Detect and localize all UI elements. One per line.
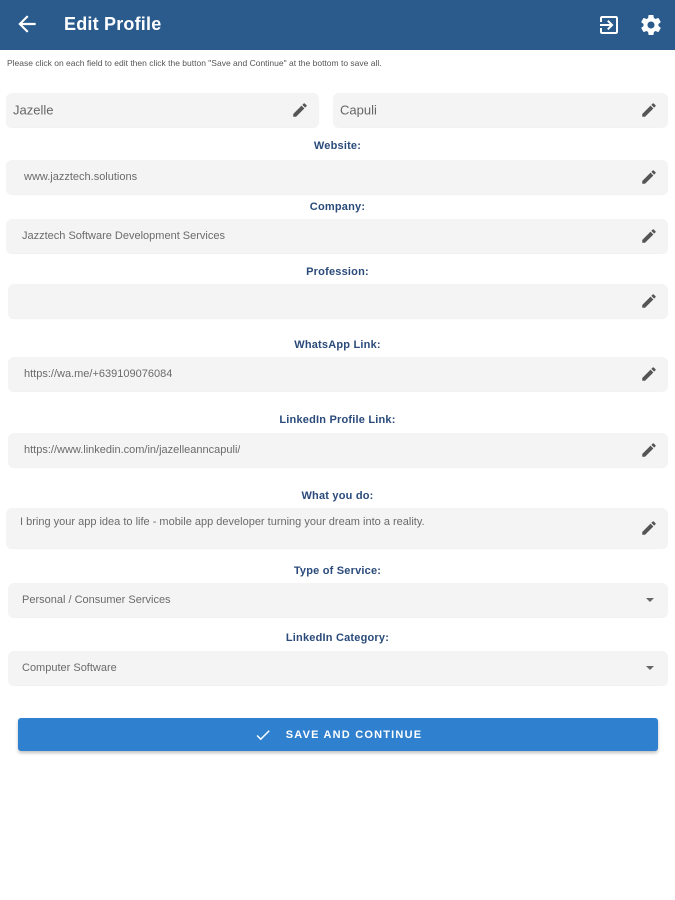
- company-value: Jazztech Software Development Services: [22, 230, 225, 242]
- company-label: Company:: [309, 201, 366, 213]
- pencil-icon[interactable]: [291, 101, 309, 119]
- arrow-left-icon[interactable]: [14, 11, 40, 37]
- service-type-value: Personal / Consumer Services: [22, 594, 171, 606]
- what-you-do-label: What you do:: [301, 490, 374, 502]
- save-and-continue-button[interactable]: [18, 718, 658, 751]
- first-name-value: Jazelle: [13, 102, 54, 118]
- last-name-value: Capuli: [340, 102, 377, 118]
- what-you-do-value: I bring your app idea to life - mobile app developer turning your dream into a reality.: [20, 516, 425, 528]
- linkedin-value: https://www.linkedin.com/in/jazelleanncapuli/: [24, 444, 241, 456]
- linkedin-category-label: LinkedIn Category:: [285, 632, 390, 644]
- logout-icon[interactable]: [597, 13, 621, 37]
- pencil-icon[interactable]: [640, 441, 658, 459]
- whatsapp-value: https://wa.me/+639109076084: [24, 368, 173, 380]
- company-field[interactable]: [6, 219, 668, 253]
- service-type-label: Type of Service:: [293, 565, 382, 577]
- pencil-icon[interactable]: [640, 101, 658, 119]
- app-bar: [0, 0, 675, 50]
- service-type-select[interactable]: [8, 583, 668, 617]
- last-name-field[interactable]: [333, 93, 668, 127]
- page-title: Edit Profile: [64, 14, 162, 34]
- check-icon: [254, 726, 272, 744]
- linkedin-field[interactable]: [8, 433, 668, 467]
- first-name-field[interactable]: [6, 93, 319, 127]
- website-field[interactable]: [6, 160, 668, 194]
- profession-field[interactable]: [8, 284, 668, 318]
- save-button-label: SAVE AND CONTINUE: [285, 728, 423, 741]
- caret-down-icon[interactable]: [646, 666, 654, 670]
- linkedin-category-value: Computer Software: [22, 662, 117, 674]
- website-label: Website:: [313, 140, 362, 152]
- pencil-icon[interactable]: [640, 168, 658, 186]
- whatsapp-label: WhatsApp Link:: [294, 339, 381, 351]
- pencil-icon[interactable]: [640, 519, 658, 537]
- website-value: www.jazztech.solutions: [24, 171, 138, 183]
- pencil-icon[interactable]: [640, 227, 658, 245]
- linkedin-label: LinkedIn Profile Link:: [279, 414, 396, 426]
- caret-down-icon[interactable]: [646, 598, 654, 602]
- linkedin-category-select[interactable]: [8, 651, 668, 685]
- pencil-icon[interactable]: [640, 292, 658, 310]
- gear-icon[interactable]: [639, 13, 663, 37]
- profession-label: Profession:: [306, 266, 369, 278]
- instructions-text: Please click on each field to edit then click the button "Save and Continue" at the bottom to save all.: [7, 58, 382, 68]
- whatsapp-field[interactable]: [8, 357, 668, 391]
- pencil-icon[interactable]: [640, 365, 658, 383]
- what-you-do-field[interactable]: [6, 508, 668, 548]
